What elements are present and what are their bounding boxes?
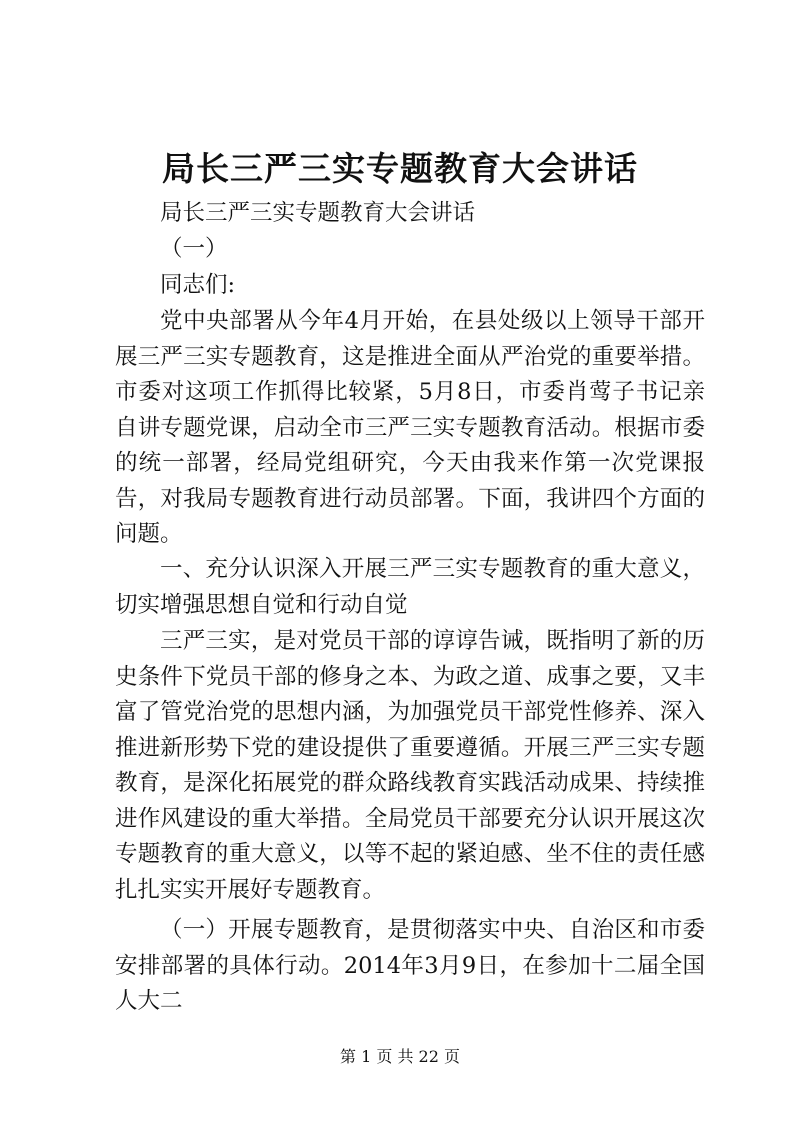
salutation: 同志们: — [160, 272, 236, 298]
document-title: 局长三严三实专题教育大会讲话 — [162, 149, 638, 188]
section-mark: （一） — [160, 236, 228, 262]
document-subtitle: 局长三严三实专题教育大会讲话 — [160, 200, 476, 226]
paragraph-body: 三严三实，是对党员干部的谆谆告诫，既指明了新的历史条件下党员干部的修身之本、为政之道、成事之要，又丰富了管党治党的思想内涵，为加强党员干部党性修养、深入推进新形势下党的建设提供了重要遵循。开展三严三实专题教育，是深化拓展党的群众路线教育实践活动成果、持续推进作风建设的重大举措。全局党员干部要充分认识开展这次专题教育的重大意义，以等不起的紧迫感、坐不住的责任感扎扎实实开展好专题教育。 — [115, 628, 705, 903]
page-footer: 第 1 页 共 22 页 — [340, 1047, 460, 1066]
paragraph-subsection: （一）开展专题教育，是贯彻落实中央、自治区和市委安排部署的具体行动。2014年3月9日，在参加十二届全国人大二 — [115, 917, 705, 1014]
paragraph-intro: 党中央部署从今年4月开始，在县处级以上领导干部开展三严三实专题教育，这是推进全面从严治党的重要举措。市委对这项工作抓得比较紧，5月8日，市委肖莺子书记亲自讲专题党课，启动全市三严三实专题教育活动。根据市委的统一部署，经局党组研究，今天由我来作第一次党课报告，对我局专题教育进行动员部署。下面，我讲四个方面的问题。 — [115, 308, 705, 547]
section-heading-1: 一、充分认识深入开展三严三实专题教育的重大意义，切实增强思想自觉和行动自觉 — [115, 556, 705, 618]
